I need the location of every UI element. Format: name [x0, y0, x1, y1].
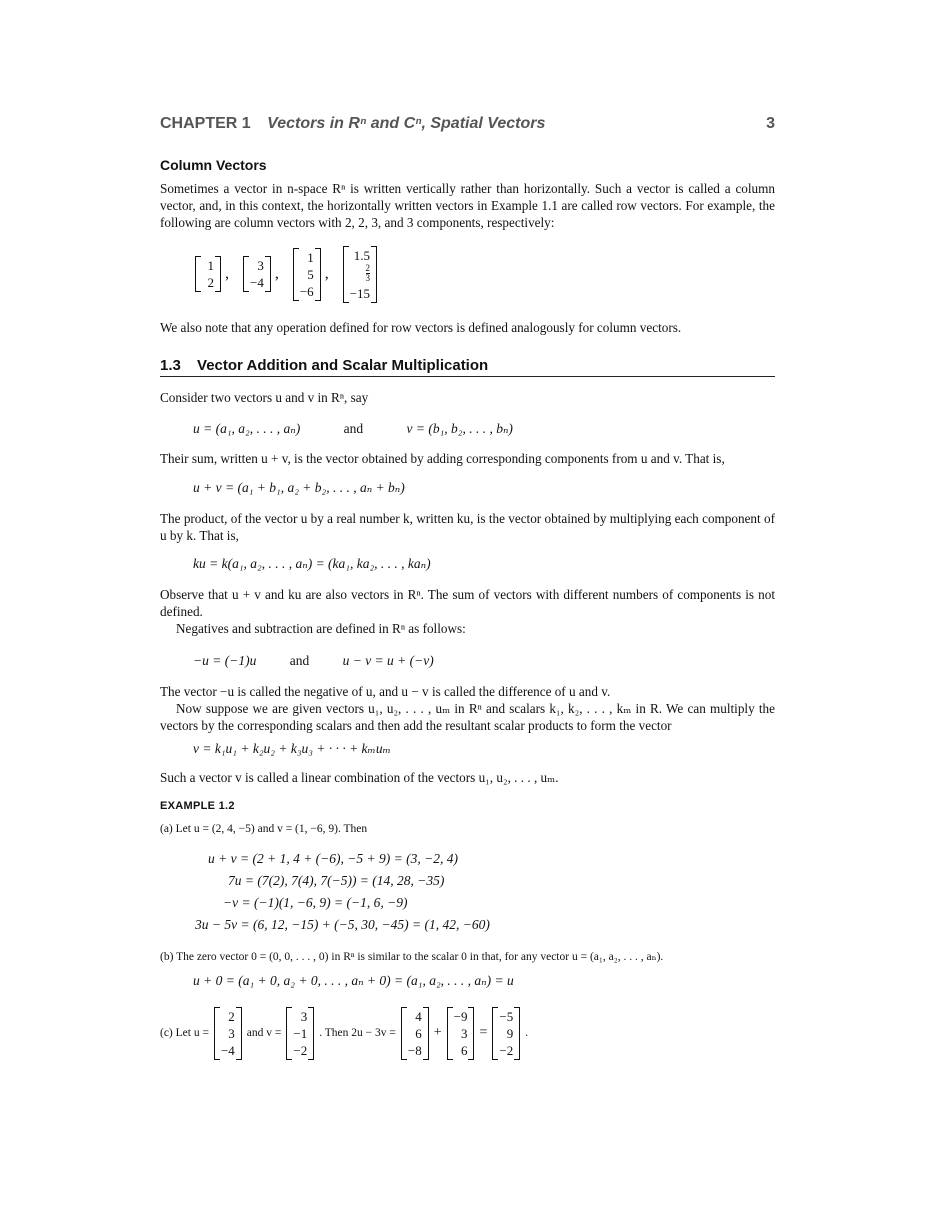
- example-label: EXAMPLE 1.2: [160, 800, 235, 812]
- running-header: [160, 115, 775, 137]
- example-c-equals: =: [479, 1025, 488, 1040]
- example-a-line-3: −v = (−1)(1, −6, 9) = (−1, 6, −9): [223, 895, 408, 910]
- example-a-equations: [190, 848, 550, 936]
- example-a-line-1: u + v = (2 + 1, 4 + (−6), −5 + 9) = (3, −2, 4): [208, 851, 458, 866]
- example-c-3v-vector: −9 3 6: [447, 1007, 475, 1060]
- example-a-intro: (a) Let u = (2, 4, −5) and v = (1, −6, 9). Then: [160, 823, 368, 835]
- example-c: [160, 1008, 528, 1058]
- section-title: Vector Addition and Scalar Multiplication: [197, 357, 489, 374]
- example-c-then: . Then 2u − 3v =: [319, 1027, 396, 1039]
- paragraph-negatives: Negatives and subtraction are defined in Rⁿ as follows:: [176, 621, 466, 636]
- example-a-line-4: 3u − 5v = (6, 12, −15) + (−5, 30, −45) = (1, 42, −60): [195, 917, 490, 932]
- equation-scalar-product: ku = k(a₁, a₂, . . . , aₙ) = (ka₁, ka₂, . . . , kaₙ): [193, 556, 431, 571]
- chapter-label: CHAPTER 1: [160, 115, 251, 132]
- section-number: 1.3: [160, 357, 181, 374]
- page-number: 3: [766, 115, 775, 132]
- example-c-let: (c) Let u =: [160, 1027, 209, 1039]
- example-c-v-vector: 3 −1 −2: [286, 1007, 314, 1060]
- fraction-two-thirds: $\frac{2}{3}$: [365, 262, 371, 283]
- subheading-column-vectors: Column Vectors: [160, 157, 267, 173]
- paragraph-column-operations: We also note that any operation defined for row vectors is defined analogously for column vectors.: [160, 320, 682, 335]
- column-vector-examples: 1 2 , 3 −4 , 1 5 −6 , 1.5 $\frac{2}{3}$ −15: [195, 243, 377, 305]
- paragraph-sum: Their sum, written u + v, is the vector obtained by adding corresponding components from u and v. That is,: [160, 451, 725, 466]
- example-c-end: .: [525, 1027, 529, 1039]
- example-c-plus: +: [433, 1025, 442, 1040]
- example-c-u-vector: 2 3 −4: [214, 1007, 242, 1060]
- example-b-equation: u + 0 = (a₁ + 0, a₂ + 0, . . . , aₙ + 0) = (a₁, a₂, . . . , aₙ) = u: [193, 973, 514, 988]
- paragraph-observe: Observe that u + v and ku are also vectors in Rⁿ. The sum of vectors with different numbers of components is not defined.: [160, 587, 775, 619]
- example-a-line-2: 7u = (7(2), 7(4), 7(−5)) = (14, 28, −35): [228, 873, 445, 888]
- column-vector-4: 1.5 $\frac{2}{3}$ −15: [343, 246, 377, 303]
- paragraph-linear-def: Such a vector v is called a linear combination of the vectors u₁, u₂, . . . , uₘ.: [160, 770, 559, 785]
- example-c-2u-vector: 4 6 −8: [401, 1007, 429, 1060]
- equation-u-v-def: u = (a₁, a₂, . . . , aₙ) and v = (b₁, b₂, . . . , bₙ): [193, 421, 513, 436]
- example-b-intro: (b) The zero vector 0 = (0, 0, . . . , 0) in Rⁿ is similar to the scalar 0 in that, for any vector u = (a₁, a₂, . . . , aₙ).: [160, 951, 664, 963]
- chapter-title: Vectors in Rⁿ and Cⁿ, Spatial Vectors: [267, 115, 546, 132]
- equation-linear-combination: v = k₁u₁ + k₂u₂ + k₃u₃ + · · · + kₘuₘ: [193, 741, 391, 756]
- paragraph-consider: Consider two vectors u and v in Rⁿ, say: [160, 390, 369, 405]
- column-vector-1: 1 2: [195, 256, 221, 292]
- equation-sum: u + v = (a₁ + b₁, a₂ + b₂, . . . , aₙ + bₙ): [193, 480, 405, 495]
- paragraph-product: The product, of the vector u by a real number k, written ku, is the vector obtained by multiplying each component of u by k. That is,: [160, 511, 775, 543]
- paragraph-linear-setup: Now suppose we are given vectors u₁, u₂, . . . , uₘ in Rⁿ and scalars k₁, k₂, . . . , kₘ in R. We can multiply the vectors by the corresponding scalars and then add the resultant scalar products to form the vector: [160, 701, 775, 733]
- section-heading: [160, 357, 775, 377]
- paragraph-column-vectors: Sometimes a vector in n-space Rⁿ is written vertically rather than horizontally. Such a vector is called a column vector, and, in this context, the horizontally written vectors in Example 1.1 are called row vectors. For example, the following are column vectors with 2, 2, 3, and 3 components, respectively:: [160, 181, 775, 230]
- column-vector-3: 1 5 −6: [293, 248, 321, 301]
- column-vector-2: 3 −4: [243, 256, 271, 292]
- example-c-result-vector: −5 9 −2: [492, 1007, 520, 1060]
- example-c-and: and v =: [246, 1027, 282, 1039]
- paragraph-negative-def: The vector −u is called the negative of u, and u − v is called the difference of u and v.: [160, 684, 611, 699]
- equation-negative: −u = (−1)u and u − v = u + (−v): [193, 653, 434, 668]
